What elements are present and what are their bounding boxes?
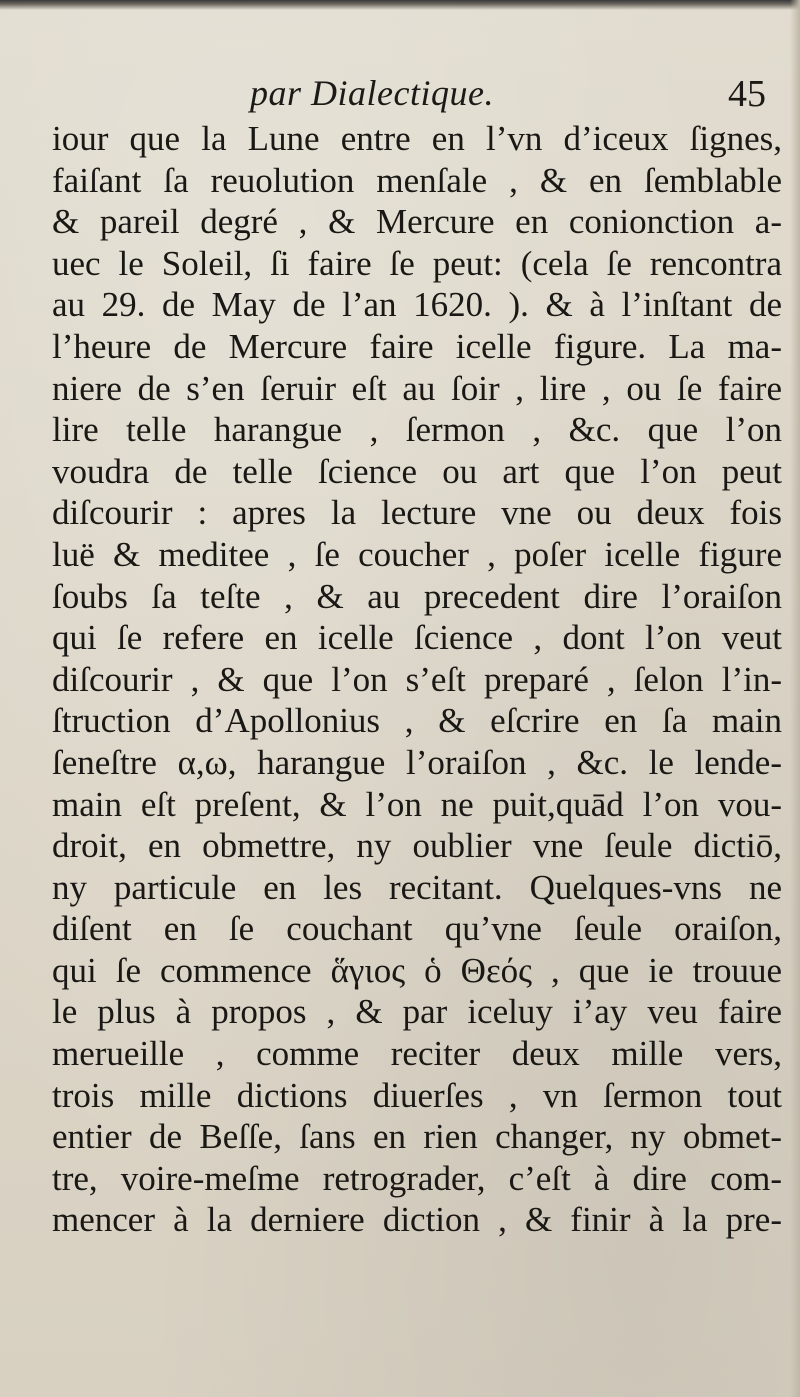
- text-line: droit, en obmettre, ny oublier vne ſeule dictiō,: [52, 826, 782, 866]
- text-line: iour que la Lune entre en l’vn d’iceux ſignes,: [52, 119, 782, 158]
- text-line: ſeneſtre α,ω, harangue l’oraiſon , &c. le lende-: [52, 742, 782, 782]
- page-number: 45: [728, 73, 766, 115]
- text-line: niere de s’en ſeruir eſt au ſoir , lire , ou ſe faire: [52, 368, 782, 408]
- text-line: faiſant ſa reuolution menſale , & en ſemblable: [52, 160, 782, 200]
- text-line: entier de Beſſe, ſans en rien changer, ny obmet-: [52, 1117, 782, 1157]
- text-line: uec le Soleil, ſi faire ſe peut: (cela ſe rencontra: [52, 243, 782, 283]
- running-head: par Dialectique.: [250, 73, 494, 113]
- body-text: [52, 118, 782, 1241]
- text-line: ny particule en les recitant. Quelques-vns ne: [52, 867, 782, 907]
- text-line: ſtruction d’Apollonius , & eſcrire en ſa main: [52, 701, 782, 741]
- text-line: voudra de telle ſcience ou art que l’on peut: [52, 451, 782, 491]
- text-line: lire telle harangue , ſermon , &c. que l’on: [52, 410, 782, 450]
- text-line: main eſt preſent, & l’on ne puit,quād l’on vou-: [52, 784, 782, 824]
- text-line: qui ſe refere en icelle ſcience , dont l’on veut: [52, 618, 782, 658]
- text-line: ſoubs ſa teſte , & au precedent dire l’oraiſon: [52, 576, 782, 616]
- text-line: luë & meditee , ſe coucher , poſer icelle figure: [52, 534, 782, 574]
- text-line: diſcourir : apres la lecture vne ou deux fois: [52, 493, 782, 533]
- page-top-edge: [0, 0, 800, 10]
- text-line: au 29. de May de l’an 1620. ). & à l’inſtant de: [52, 285, 782, 325]
- text-line: diſent en ſe couchant qu’vne ſeule oraiſon,: [52, 909, 782, 949]
- text-line: & pareil degré , & Mercure en conionction a-: [52, 202, 782, 242]
- text-line: mencer à la derniere diction , & finir à la pre-: [52, 1200, 782, 1240]
- text-line: tre, voire-meſme retrograder, c’eſt à dire com-: [52, 1158, 782, 1198]
- text-line: le plus à propos , & par iceluy i’ay veu faire: [52, 992, 782, 1032]
- page-right-edge: [790, 0, 800, 1397]
- text-line: l’heure de Mercure faire icelle figure. La ma-: [52, 326, 782, 366]
- text-line: merueille , comme reciter deux mille vers,: [52, 1034, 782, 1074]
- text-line: trois mille dictions diuerſes , vn ſermon tout: [52, 1075, 782, 1115]
- text-line: diſcourir , & que l’on s’eſt preparé , ſelon l’in-: [52, 659, 782, 699]
- text-line: qui ſe commence ἅγιος ὁ Θεός , que ie trouue: [52, 950, 782, 990]
